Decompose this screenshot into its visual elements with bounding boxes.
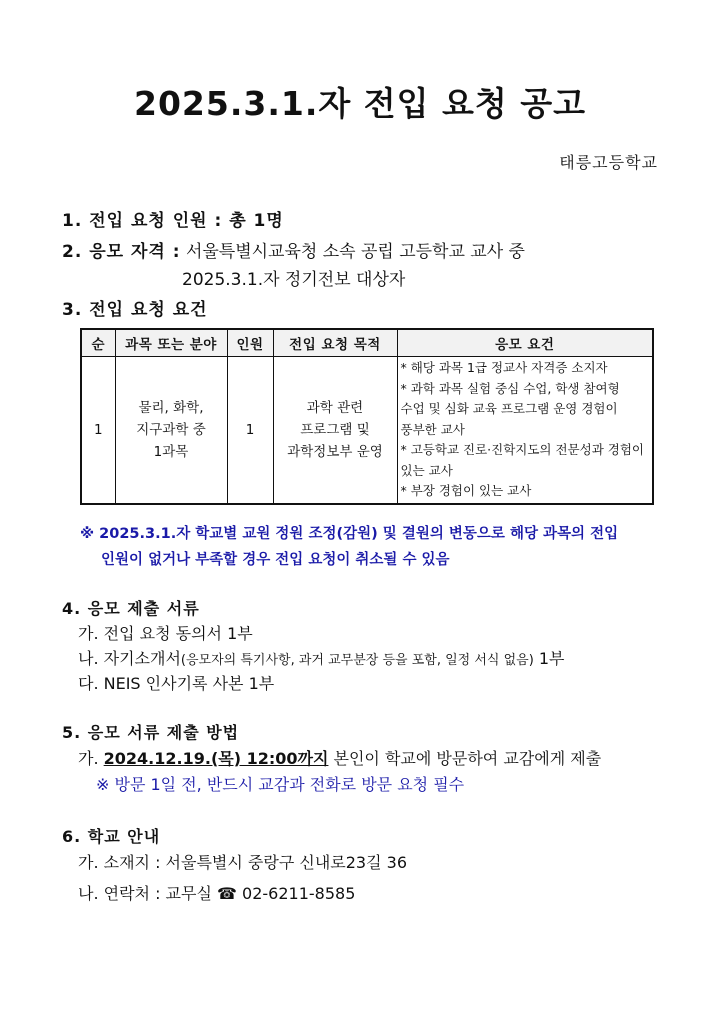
document-item-3: 다. NEIS 인사기록 사본 1부 <box>78 674 275 693</box>
section-4-heading: 4. 응모 제출 서류 <box>62 599 200 618</box>
purpose-line: 과학 관련 <box>306 399 364 416</box>
purpose-line: 과학정보부 운영 <box>287 443 383 460</box>
document-item-1: 가. 전입 요청 동의서 1부 <box>78 624 253 643</box>
purpose-line: 프로그램 및 <box>300 421 370 438</box>
page-title: 2025.3.1.자 전입 요청 공고 <box>134 84 586 123</box>
phone-icon: ☎ <box>217 884 237 903</box>
cell-conditions <box>397 357 653 504</box>
document-item-2 <box>78 646 565 669</box>
section-2-line1: 서울특별시교육청 소속 공립 고등학교 교사 중 <box>185 242 525 262</box>
submission-rest: 본인이 학교에 방문하여 교감에게 제출 <box>328 749 602 768</box>
contact-prefix: 나. 연락처 : 교무실 <box>78 884 218 903</box>
cell-purpose <box>273 357 397 504</box>
visit-note: ※ 방문 1일 전, 반드시 교감과 전화로 방문 요청 필수 <box>96 775 465 794</box>
condition-line: 풍부한 교사 <box>400 421 465 437</box>
submission-prefix: 가. <box>78 749 104 768</box>
school-address: 가. 소재지 : 서울특별시 중랑구 신내로23길 36 <box>78 853 408 872</box>
table-header-row <box>81 329 653 357</box>
condition-line: 있는 교사 <box>400 462 453 478</box>
section-6-heading: 6. 학교 안내 <box>62 827 161 846</box>
col-header-subject: 과목 또는 분야 <box>115 329 227 357</box>
cell-no: 1 <box>81 357 115 504</box>
document-item-2-end: 1부 <box>533 649 565 668</box>
document-item-2-main: 나. 자기소개서 <box>78 649 181 668</box>
section-1-heading: 1. 전입 요청 인원 : 총 1명 <box>62 211 284 231</box>
section-5-heading: 5. 응모 서류 제출 방법 <box>62 723 240 742</box>
section-2-heading: 2. 응모 자격 : <box>62 242 181 262</box>
condition-line: * 해당 과목 1급 정교사 자격증 소지자 <box>400 360 608 375</box>
requirements-table <box>80 328 654 505</box>
col-header-purpose: 전입 요청 목적 <box>273 329 397 357</box>
section-3-heading: 3. 전입 요청 요건 <box>62 300 208 320</box>
phone-number: 02-6211-8585 <box>236 884 356 903</box>
col-header-conditions: 응모 요건 <box>397 329 653 357</box>
school-name: 태릉고등학교 <box>559 153 658 172</box>
section-2-line2: 2025.3.1.자 정기전보 대상자 <box>182 270 406 290</box>
condition-line: * 과학 과목 실험 중심 수업, 학생 참여형 <box>400 380 620 396</box>
submission-method <box>78 746 601 769</box>
submission-deadline: 2024.12.19.(목) 12:00까지 <box>103 749 329 768</box>
section-2 <box>62 237 525 262</box>
cell-subject <box>115 357 227 504</box>
condition-line: 수업 및 심화 교육 프로그램 운영 경험이 <box>400 401 618 416</box>
col-header-no: 순 <box>81 329 115 357</box>
table-row <box>81 357 653 504</box>
subject-line: 지구과학 중 <box>136 421 206 438</box>
cell-count: 1 <box>227 357 273 504</box>
col-header-count: 인원 <box>227 329 273 357</box>
document-item-2-detail: (응모자의 특기사항, 과거 교무분장 등을 포함, 일정 서식 없음) <box>180 653 534 668</box>
cancellation-note-line2: 인원이 없거나 부족할 경우 전입 요청이 취소될 수 있음 <box>101 552 450 568</box>
condition-line: * 부장 경험이 있는 교사 <box>400 483 532 498</box>
condition-line: * 고등학교 진로·진학지도의 전문성과 경험이 <box>400 442 644 457</box>
cancellation-note-line1: ※ 2025.3.1.자 학교별 교원 정원 조정(감원) 및 결원의 변동으로 해당 과목의 전입 <box>80 526 619 542</box>
school-contact <box>78 881 355 904</box>
subject-line: 1과목 <box>153 443 189 460</box>
subject-line: 물리, 화학, <box>138 399 204 416</box>
